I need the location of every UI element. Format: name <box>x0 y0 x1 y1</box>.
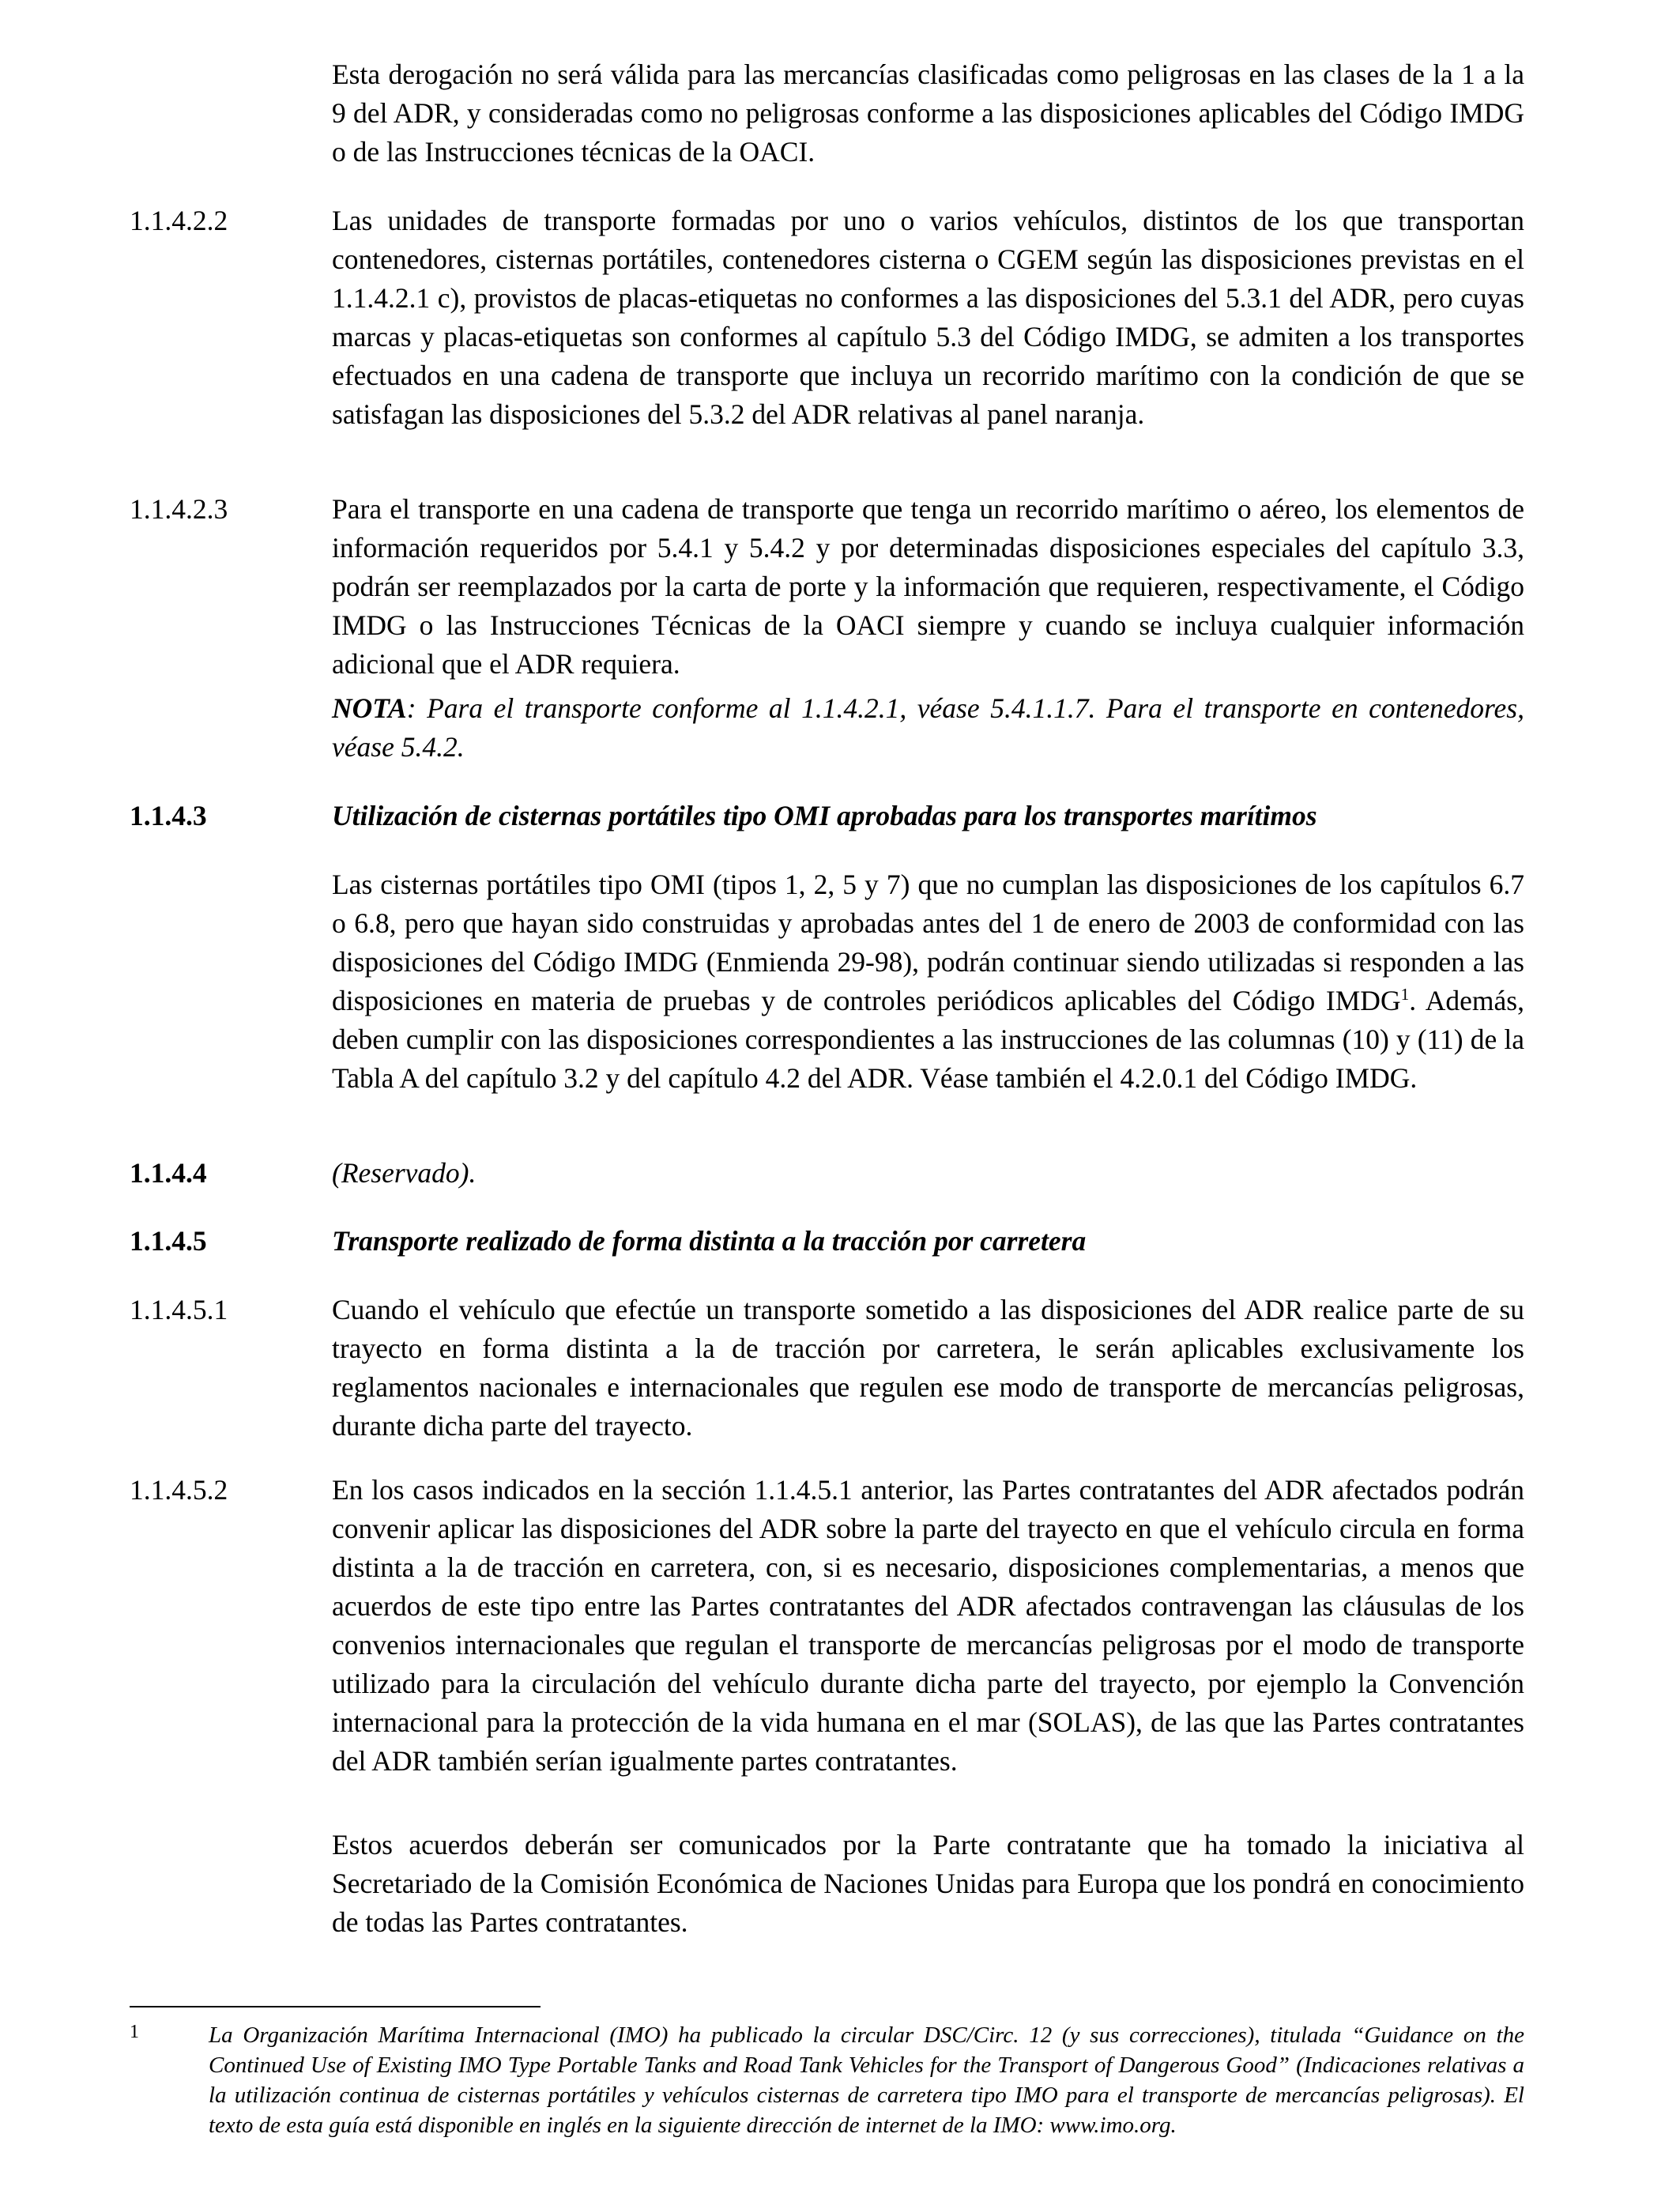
paragraph-text: Las unidades de transporte formadas por uno o varios vehículos, distintos de los que transportan contenedores, cisternas portátiles, contenedores cisterna o CGEM según las disposiciones previstas en el 1.1.4.2.1 c), provistos de placas-etiquetas no conformes a las disposiciones del 5.3.1 del ADR, pero cuyas marcas y placas-etiquetas son conformes al capítulo 5.3 del Código IMDG, se admiten a los transportes efectuados en una cadena de transporte que incluya un recorrido marítimo con la condición de que se satisfagan las disposiciones del 5.3.2 del ADR relativas al panel naranja. <box>332 205 1524 430</box>
paragraph-text-end: . Además, deben cumplir con las disposiciones correspondientes a las instrucciones de las columnas (10) y (11) de la Tabla A del capítulo 3.2 y del capítulo 4.2 del ADR. Véase también el 4.2.0.1 del Código IMDG. <box>332 985 1524 1094</box>
paragraph-text: Para el transporte en una cadena de transporte que tenga un recorrido marítimo o aéreo, los elementos de información requeridos por 5.4.1 y 5.4.2 y por determinadas disposiciones especiales del capítulo 3.3, podrán ser reemplazados por la carta de porte y la información que requieren, respectivamente, el Código IMDG o las Instrucciones Técnicas de la OACI siempre y cuando se incluya cualquier información adicional que el ADR requiera. <box>332 493 1524 680</box>
section-number: 1.1.4.4 <box>130 1157 207 1189</box>
paragraph-text-start: Las cisternas portátiles tipo OMI (tipos 1, 2, 5 y 7) que no cumplan las disposiciones de los capítulos 6.7 o 6.8, pero que hayan sido construidas y aprobadas antes del 1 de enero de 2003 de conformidad con las disposiciones del Código IMDG (Enmienda 29-98), podrán continuar siendo utilizadas si responden a las disposiciones en materia de pruebas y de controles periódicos aplicables del Código IMDG <box>332 869 1524 1016</box>
section-number: 1.1.4.5.1 <box>130 1294 228 1325</box>
footnote-text: La Organización Marítima Internacional (IMO) ha publicado la circular DSC/Circ. 12 (y sus correcciones), titulada “Guidance on the Continued Use of Existing IMO Type Portable Tanks and Road Tank Vehicles for the Transport of Dangerous Good” (Indicaciones relativas a la utilización continua de cisternas portátiles y vehículos cisternas de carretera tipo IMO para el transporte de mercancías peligrosas). El texto de esta guía está disponible en inglés en la siguiente dirección de internet de la IMO: www.imo.org. <box>209 2022 1524 2138</box>
footnote-number: 1 <box>130 2022 139 2042</box>
section-number: 1.1.4.2.3 <box>130 493 228 525</box>
footnote-reference: 1 <box>1400 985 1410 1005</box>
paragraph-text <box>332 865 1524 1098</box>
section-number: 1.1.4.2.2 <box>130 205 228 236</box>
section-number: 1.1.4.5.2 <box>130 1474 228 1506</box>
paragraph-text: En los casos indicados en la sección 1.1.4.5.1 anterior, las Partes contratantes del ADR afectados podrán convenir aplicar las disposiciones del ADR sobre la parte del trayecto en que el vehículo circula en forma distinta a la de tracción en carretera, con, si es necesario, disposiciones complementarias, a menos que acuerdos de este tipo entre las Partes contratantes del ADR afectados contravengan las cláusulas de los convenios internacionales que regulan el transporte de mercancías peligrosas por el modo de transporte utilizado para la circulación del vehículo durante dicha parte del trayecto, por ejemplo la Convención internacional para la protección de la vida humana en el mar (SOLAS), de las que las Partes contratantes del ADR también serían igualmente partes contratantes. <box>332 1474 1524 1777</box>
section-heading: (Reservado). <box>332 1157 477 1189</box>
paragraph-text: Estos acuerdos deberán ser comunicados por la Parte contratante que ha tomado la iniciativa al Secretariado de la Comisión Económica de Naciones Unidas para Europa que los pondrá en conocimiento de todas las Partes contratantes. <box>332 1829 1524 1938</box>
section-number: 1.1.4.3 <box>130 800 207 831</box>
paragraph-text: Cuando el vehículo que efectúe un transporte sometido a las disposiciones del ADR realice parte de su trayecto en forma distinta a la de tracción por carretera, le serán aplicables exclusivamente los reglamentos nacionales e internacionales que regulen ese modo de transporte de mercancías peligrosas, durante dicha parte del trayecto. <box>332 1294 1524 1442</box>
note-label: NOTA <box>332 692 407 724</box>
note-body: : Para el transporte conforme al 1.1.4.2.1, véase 5.4.1.1.7. Para el transporte en contenedores, véase 5.4.2. <box>332 692 1524 763</box>
footnote-separator <box>130 2006 541 2007</box>
section-heading: Transporte realizado de forma distinta a la tracción por carretera <box>332 1225 1087 1257</box>
section-number: 1.1.4.5 <box>130 1225 207 1257</box>
paragraph-text: Esta derogación no será válida para las mercancías clasificadas como peligrosas en las clases de la 1 a la 9 del ADR, y consideradas como no peligrosas conforme a las disposiciones aplicables del Código IMDG o de las Instrucciones técnicas de la OACI. <box>332 58 1524 168</box>
section-heading: Utilización de cisternas portátiles tipo OMI aprobadas para los transportes marítimos <box>332 800 1317 831</box>
note-text <box>332 689 1524 767</box>
